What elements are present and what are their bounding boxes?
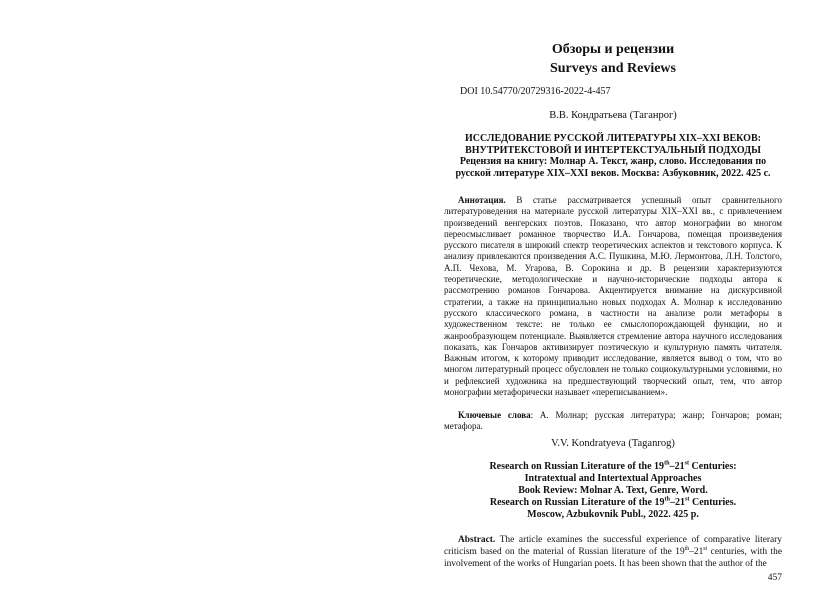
abstract-ru-text: В статье рассматривается успешный опыт сравнительного литературоведения на материале русской литературы XIX–XXI вв., с привлечением произведений венгерских поэтов. Показано, что автор монографии во многом переосмысливает романное творчество И.А. Гончарова, помещая произведения русского писателя в широкий спектр теоретических аспектов и текстового корпуса. К анализу привлекаются произведения А.С. Пушкина, М.Ю. Лермонтова, Л.Н. Толстого, А.П. Чехова, М. Угарова, В. Сорокина и др. В рецензии характеризуются теоретические, методологические и научно-исторические подходы автора к рассмотрению романов Гончарова. Акцентируется внимание на дискурсивной стратегии, а также на принципиально новых подходах А. Молнар к исследованию русского классического романа, в частности на анализе роли метафоры в художественном тексте: не только ее смыслопорождающей функции, но и жанрообразующем потенциале. Выявляется стремление автора научного исследования показать, как Гончаров активизирует поэтическую и культурную память читателя. Важным итогом, к которому приводит исследование, является вывод о том, что во многом литературный процесс обусловлен не только социокультурными условиями, но и рефлексией художника на предшествующий творческий опыт, тем, что автор монографии метафорически называет «переписыванием». <box>444 195 782 398</box>
article-title-en-line-2: Intratextual and Intertextual Approaches <box>524 473 702 484</box>
author-ru: В.В. Кондратьева (Таганрог) <box>549 110 677 121</box>
section-title-ru: Обзоры и рецензии <box>551 42 675 57</box>
abstract-en-text: The article examines the successful experience of comparative literary criticism based on the material of Russian literature of the 19th–21st centuries, with the involvement of the works of Hungarian poets. It has been shown that the author of the <box>444 535 782 569</box>
article-title-ru-line-1: ИССЛЕДОВАНИЕ РУССКОЙ ЛИТЕРАТУРЫ XIX–XXI ВЕКОВ: <box>465 133 761 144</box>
abstract-ru-label: Аннотация. <box>458 195 506 205</box>
abstract-ru <box>444 195 782 398</box>
book-review-en-line-2: Research on Russian Literature of the 19th–21st Centuries. <box>489 495 737 508</box>
abstract-en <box>444 534 782 570</box>
section-title-en: Surveys and Reviews <box>549 61 676 76</box>
abstract-en-label: Abstract. <box>458 535 496 545</box>
article-title-en-line-1: Research on Russian Literature of the 19th–21st Centuries: <box>489 459 737 472</box>
book-review-en-line-1: Book Review: Molnar A. Text, Genre, Word. <box>518 485 708 496</box>
author-en: V.V. Kondratyeva (Taganrog) <box>551 438 675 449</box>
article-title-ru-line-2: ВНУТРИТЕКСТОВОЙ И ИНТЕРТЕКСТУАЛЬНЫЙ ПОДХОДЫ <box>465 144 761 156</box>
page-number: 457 <box>767 573 782 583</box>
keywords-ru <box>444 410 782 433</box>
keywords-ru-label: Ключевые слова <box>458 410 531 420</box>
book-review-en-line-3: Moscow, Azbukovnik Publ., 2022. 425 p. <box>527 509 699 520</box>
book-review-ru-line-2: русской литературе XIX–XXI веков. Москва: Азбуковник, 2022. 425 с. <box>455 167 771 179</box>
book-review-ru-line-1: Рецензия на книгу: Молнар А. Текст, жанр, слово. Исследования по <box>459 156 767 167</box>
journal-page <box>444 0 782 609</box>
keywords-ru-text: : А. Молнар; русская литература; жанр; Гончаров; роман; метафора. <box>444 410 782 432</box>
doi: DOI 10.54770/20729316-2022-4-457 <box>460 86 611 97</box>
